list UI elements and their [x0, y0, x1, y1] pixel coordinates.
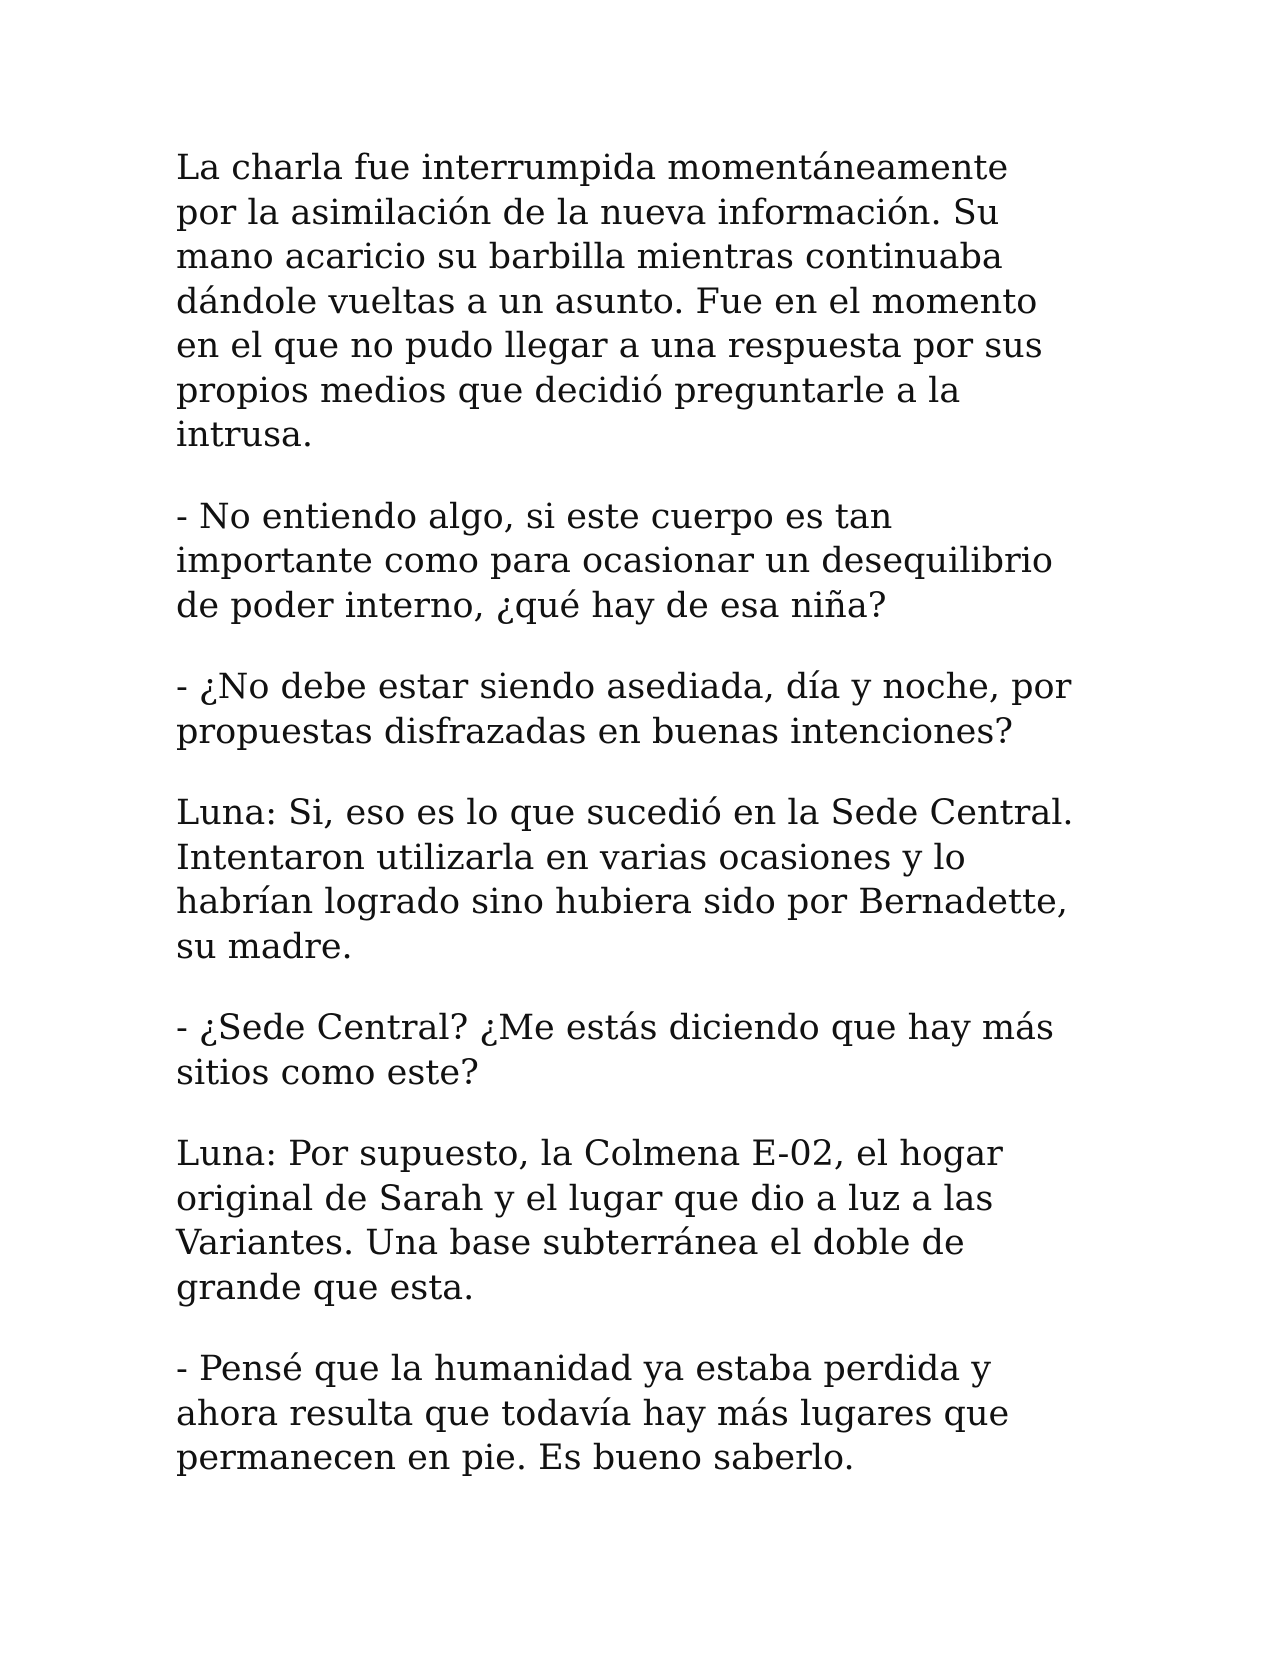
text-line: de poder interno, ¿qué hay de esa niña?: [176, 585, 887, 626]
text-line: La charla fue interrumpida momentáneamente: [176, 148, 1009, 188]
text-line: propuestas disfrazadas en buenas intenciones?: [176, 711, 1014, 752]
paragraph-narration-1: [176, 146, 1116, 458]
text-line: intrusa.: [176, 415, 314, 455]
text-line: - No entiendo algo, si este cuerpo es tan: [176, 496, 893, 537]
text-line: original de Sarah y el lugar que dio a luz a las: [176, 1178, 994, 1219]
paragraph-dialogue-4: [176, 1347, 1116, 1481]
paragraph-dialogue-2: [176, 665, 1116, 754]
text-line: - Pensé que la humanidad ya estaba perdida y: [176, 1349, 992, 1389]
text-line: sitios como este?: [176, 1052, 479, 1093]
text-line: por la asimilación de la nueva información. Su: [176, 192, 1000, 233]
text-line: grande que esta.: [176, 1267, 475, 1308]
paragraph-dialogue-luna-2: [176, 1132, 1116, 1310]
text-line: Luna: Si, eso es lo que sucedió en la Sede Central.: [176, 793, 1074, 833]
text-line: en el que no pudo llegar a una respuesta por sus: [176, 326, 1043, 366]
body-text: [176, 146, 1116, 1518]
paragraph-dialogue-3: [176, 1006, 1116, 1095]
text-line: ahora resulta que todavía hay más lugares que: [176, 1393, 1010, 1434]
text-line: Intentaron utilizarla en varias ocasiones y lo: [176, 837, 966, 878]
text-line: propios medios que decidió preguntarle a la: [176, 370, 961, 411]
text-line: su madre.: [176, 926, 353, 967]
text-line: mano acaricio su barbilla mientras continuaba: [176, 237, 1003, 277]
text-line: Luna: Por supuesto, la Colmena E-02, el hogar: [176, 1134, 1003, 1174]
text-line: dándole vueltas a un asunto. Fue en el momento: [176, 281, 1038, 322]
text-line: permanecen en pie. Es bueno saberlo.: [176, 1438, 855, 1478]
text-line: - ¿No debe estar siendo asediada, día y noche, por: [176, 667, 1072, 707]
text-line: Variantes. Una base subterránea el doble de: [176, 1223, 965, 1263]
text-line: importante como para ocasionar un desequilibrio: [176, 541, 1053, 581]
paragraph-dialogue-luna-1: [176, 791, 1116, 969]
paragraph-dialogue-1: [176, 495, 1116, 629]
text-line: - ¿Sede Central? ¿Me estás diciendo que hay más: [176, 1008, 1054, 1048]
text-line: habrían logrado sino hubiera sido por Bernadette,: [176, 882, 1068, 922]
